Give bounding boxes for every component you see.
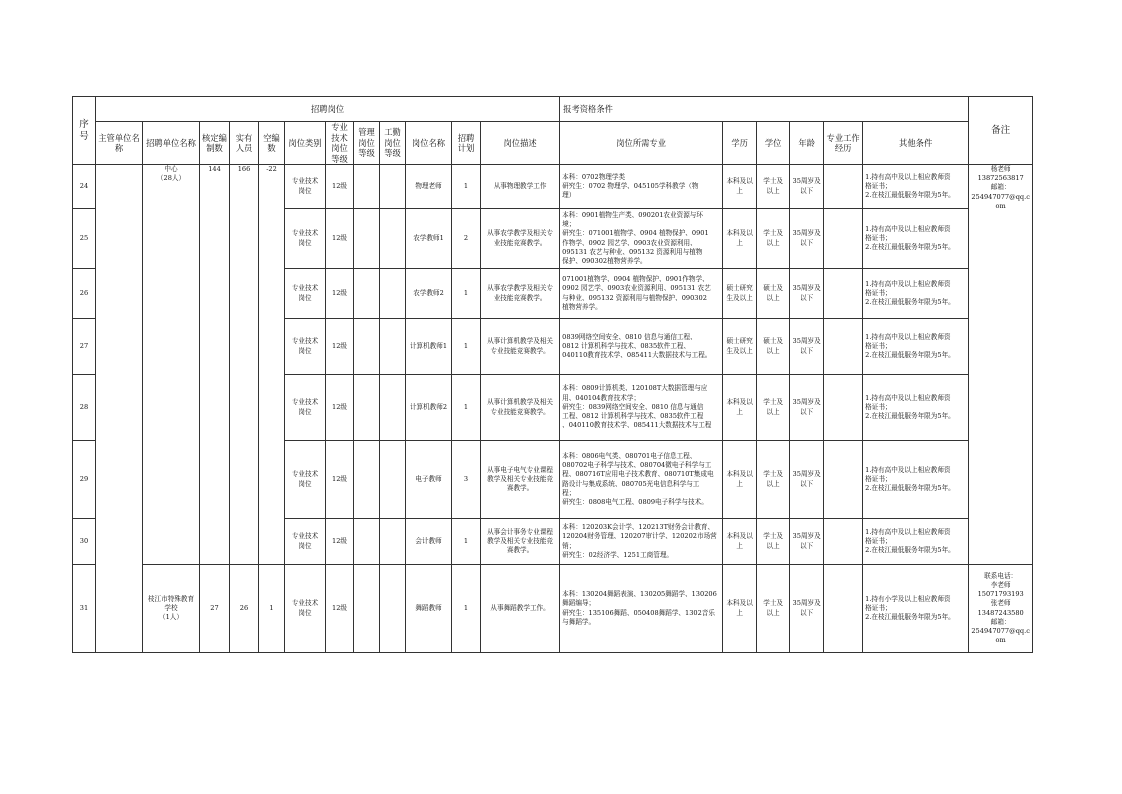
worker-grade-cell [380, 441, 406, 519]
header-desc: 岗位描述 [481, 122, 560, 165]
post-name-cell: 计算机教师2 [406, 375, 452, 441]
mgmt-grade-cell [354, 375, 380, 441]
mgmt-grade-cell [354, 441, 380, 519]
recruitment-table [72, 96, 1033, 653]
desc-cell: 从事舞蹈教学工作。 [481, 565, 560, 653]
prof-grade-cell: 12级 [326, 209, 354, 269]
plan-cell: 1 [452, 565, 481, 653]
major-cell: 本科：130204舞蹈表演、130205舞蹈学、130206 舞蹈编导； 研究生：135106舞蹈、050408舞蹈学、1302音乐 与舞蹈学。 [560, 565, 723, 653]
seq-cell: 24 [73, 165, 96, 209]
seq-cell: 27 [73, 319, 96, 375]
dept-cell [96, 165, 143, 653]
degree-cell: 硕士及 以上 [757, 319, 790, 375]
worker-grade-cell [380, 269, 406, 319]
degree-cell: 学士及 以上 [757, 519, 790, 565]
header-education: 学历 [723, 122, 757, 165]
degree-cell: 学士及 以上 [757, 165, 790, 209]
major-cell: 071001植物学、0904 植物保护、0901作物学、 0902 园艺学、0903农业资源利用、095131 农艺 与种业、095132 资源利用与植物保护、090302 植物营养学。 [560, 269, 723, 319]
experience-cell [824, 319, 863, 375]
plan-cell: 1 [452, 269, 481, 319]
major-cell: 本科：0901植物生产类、090201农业资源与环 境； 研究生：071001植物学、0904 植物保护、0901 作物学、0902 园艺学、0903农业资源利用、 095131 农艺与种业、095132 资源利用与植物 保护、090302植物营养学。 [560, 209, 723, 269]
other-cell: 1.持有高中及以上相应教师资 格证书； 2.在枝江最低服务年限为5年。 [863, 209, 969, 269]
mgmt-grade-cell [354, 319, 380, 375]
post-type-cell: 专业技术 岗位 [285, 269, 326, 319]
age-cell: 35周岁及 以下 [790, 269, 824, 319]
header-age: 年龄 [790, 122, 824, 165]
worker-grade-cell [380, 209, 406, 269]
major-cell: 0839网络空间安全、0810 信息与通信工程、 0812 计算机科学与技术、0835软件工程、 040110教育技术学、085411大数据技术与工程。 [560, 319, 723, 375]
actual-cell: 166 [230, 165, 259, 565]
header-plan: 招聘计划 [452, 122, 481, 165]
education-cell: 本科及以 上 [723, 565, 757, 653]
post-name-cell: 农学教师1 [406, 209, 452, 269]
seq-cell: 31 [73, 565, 96, 653]
plan-cell: 2 [452, 209, 481, 269]
vacant-cell: 1 [259, 565, 285, 653]
post-name-cell: 物理老师 [406, 165, 452, 209]
experience-cell [824, 565, 863, 653]
prof-grade-cell: 12级 [326, 319, 354, 375]
major-cell: 本科：0702物理学类 研究生：0702 物理学、045105学科教学（物 理） [560, 165, 723, 209]
degree-cell: 硕士及 以上 [757, 269, 790, 319]
post-type-cell: 专业技术 岗位 [285, 209, 326, 269]
header-post-name: 岗位名称 [406, 122, 452, 165]
header-row-columns [73, 122, 1033, 165]
seq-cell: 26 [73, 269, 96, 319]
header-requirements-group: 报考资格条件 [560, 97, 969, 122]
quota-cell: 27 [200, 565, 230, 653]
degree-cell: 学士及 以上 [757, 441, 790, 519]
worker-grade-cell [380, 565, 406, 653]
age-cell: 35周岁及 以下 [790, 375, 824, 441]
mgmt-grade-cell [354, 519, 380, 565]
post-type-cell: 专业技术 岗位 [285, 519, 326, 565]
education-cell: 本科及以 上 [723, 209, 757, 269]
header-dept: 主管单位名称 [96, 122, 143, 165]
header-prof-grade: 专业技术岗位等级 [326, 122, 354, 165]
other-cell: 1.持有高中及以上相应教师资 格证书； 2.在枝江最低服务年限为5年。 [863, 165, 969, 209]
plan-cell: 3 [452, 441, 481, 519]
header-post-type: 岗位类别 [285, 122, 326, 165]
seq-cell: 25 [73, 209, 96, 269]
experience-cell [824, 165, 863, 209]
plan-cell: 1 [452, 375, 481, 441]
table-row [73, 165, 1033, 209]
post-name-cell: 计算机教师1 [406, 319, 452, 375]
education-cell: 本科及以 上 [723, 441, 757, 519]
post-name-cell: 农学教师2 [406, 269, 452, 319]
seq-cell: 28 [73, 375, 96, 441]
header-mgmt-grade: 管理岗位等级 [354, 122, 380, 165]
mgmt-grade-cell [354, 209, 380, 269]
post-type-cell: 专业技术 岗位 [285, 165, 326, 209]
desc-cell: 从事电子电气专业课程 教学及相关专业技能竞 赛教学。 [481, 441, 560, 519]
experience-cell [824, 269, 863, 319]
post-name-cell: 舞蹈教师 [406, 565, 452, 653]
experience-cell [824, 519, 863, 565]
other-cell: 1.持有高中及以上相应教师资 格证书； 2.在枝江最低服务年限为5年。 [863, 375, 969, 441]
worker-grade-cell [380, 375, 406, 441]
prof-grade-cell: 12级 [326, 441, 354, 519]
other-cell: 1.持有高中及以上相应教师资 格证书； 2.在枝江最低服务年限为5年。 [863, 519, 969, 565]
age-cell: 35周岁及 以下 [790, 209, 824, 269]
unit-name-cell: 枝江市特殊教育 学校 （1人） [143, 565, 200, 653]
desc-cell: 从事计算机教学及相关 专业技能竞赛教学。 [481, 319, 560, 375]
education-cell: 本科及以 上 [723, 165, 757, 209]
education-cell: 本科及以 上 [723, 519, 757, 565]
age-cell: 35周岁及 以下 [790, 519, 824, 565]
post-type-cell: 专业技术 岗位 [285, 565, 326, 653]
header-remark: 备注 [969, 97, 1033, 165]
remark-cell-a: 杨老师 13872563817 邮箱： 254947077@qq.c om [969, 165, 1033, 565]
desc-cell: 从事计算机教学及相关 专业技能竞赛教学。 [481, 375, 560, 441]
prof-grade-cell: 12级 [326, 269, 354, 319]
prof-grade-cell: 12级 [326, 565, 354, 653]
desc-cell: 从事农学教学及相关专 业技能竞赛教学。 [481, 209, 560, 269]
post-name-cell: 会计教师 [406, 519, 452, 565]
experience-cell [824, 441, 863, 519]
education-cell: 硕士研究 生及以上 [723, 269, 757, 319]
age-cell: 35周岁及 以下 [790, 565, 824, 653]
degree-cell: 学士及 以上 [757, 565, 790, 653]
header-row-groups [73, 97, 1033, 122]
header-seq: 序号 [73, 97, 96, 165]
age-cell: 35周岁及 以下 [790, 319, 824, 375]
other-cell: 1.持有高中及以上相应教师资 格证书； 2.在枝江最低服务年限为5年。 [863, 319, 969, 375]
header-major: 岗位所需专业 [560, 122, 723, 165]
mgmt-grade-cell [354, 565, 380, 653]
desc-cell: 从事农学教学及相关专 业技能竞赛教学。 [481, 269, 560, 319]
prof-grade-cell: 12级 [326, 375, 354, 441]
header-experience: 专业工作经历 [824, 122, 863, 165]
table-row [73, 565, 1033, 653]
age-cell: 35周岁及 以下 [790, 441, 824, 519]
plan-cell: 1 [452, 319, 481, 375]
header-quota: 核定编制数 [200, 122, 230, 165]
mgmt-grade-cell [354, 165, 380, 209]
actual-cell: 26 [230, 565, 259, 653]
worker-grade-cell [380, 165, 406, 209]
remark-cell-b: 联系电话： 李老师 15071793193 张老师 13487243580 邮箱： 254947077@qq.c om [969, 565, 1033, 653]
experience-cell [824, 375, 863, 441]
desc-cell: 从事会计事务专业课程 教学及相关专业技能竞 赛教学。 [481, 519, 560, 565]
prof-grade-cell: 12级 [326, 519, 354, 565]
major-cell: 本科：0809计算机类、120108T大数据管理与应 用、040104教育技术学； 研究生：0839网络空间安全、0810 信息与通信 工程、0812 计算机科学与技术、0835软件工程 、040110教育技术学、085411大数据技术与工程 [560, 375, 723, 441]
other-cell: 1.持有高中及以上相应教师资 格证书； 2.在枝江最低服务年限为5年。 [863, 441, 969, 519]
education-cell: 硕士研究 生及以上 [723, 319, 757, 375]
unit-name-cell: 中心 （28人） [143, 165, 200, 565]
other-cell: 1.持有高中及以上相应教师资 格证书； 2.在枝江最低服务年限为5年。 [863, 269, 969, 319]
quota-cell: 144 [200, 165, 230, 565]
worker-grade-cell [380, 319, 406, 375]
post-name-cell: 电子教师 [406, 441, 452, 519]
seq-cell: 29 [73, 441, 96, 519]
worker-grade-cell [380, 519, 406, 565]
major-cell: 本科：0806电气类、080701电子信息工程、 080702电子科学与技术、080704微电子科学与工 程、080716T应用电子技术教育、080710T集成电 路设计与集成系统、080705光电信息科学与工 程； 研究生：0808电气工程、0809电子科学与技术。 [560, 441, 723, 519]
header-worker-grade: 工勤岗位等级 [380, 122, 406, 165]
prof-grade-cell: 12级 [326, 165, 354, 209]
vacant-cell: -22 [259, 165, 285, 565]
education-cell: 本科及以 上 [723, 375, 757, 441]
header-degree: 学位 [757, 122, 790, 165]
experience-cell [824, 209, 863, 269]
header-vacant: 空编数 [259, 122, 285, 165]
post-type-cell: 专业技术 岗位 [285, 319, 326, 375]
major-cell: 本科：120203K会计学、120213T财务会计教育、 120204财务管理、120207审计学、120202市场营 销； 研究生：02经济学、1251工商管理。 [560, 519, 723, 565]
mgmt-grade-cell [354, 269, 380, 319]
header-recruit-post-group: 招聘岗位 [96, 97, 560, 122]
header-other: 其他条件 [863, 122, 969, 165]
seq-cell: 30 [73, 519, 96, 565]
degree-cell: 学士及 以上 [757, 375, 790, 441]
header-unit: 招聘单位名称 [143, 122, 200, 165]
plan-cell: 1 [452, 519, 481, 565]
age-cell: 35周岁及 以下 [790, 165, 824, 209]
header-actual: 实有人员 [230, 122, 259, 165]
plan-cell: 1 [452, 165, 481, 209]
degree-cell: 学士及 以上 [757, 209, 790, 269]
post-type-cell: 专业技术 岗位 [285, 441, 326, 519]
post-type-cell: 专业技术 岗位 [285, 375, 326, 441]
other-cell: 1.持有小学及以上相应教师资 格证书； 2.在枝江最低服务年限为5年。 [863, 565, 969, 653]
desc-cell: 从事物理教学工作 [481, 165, 560, 209]
